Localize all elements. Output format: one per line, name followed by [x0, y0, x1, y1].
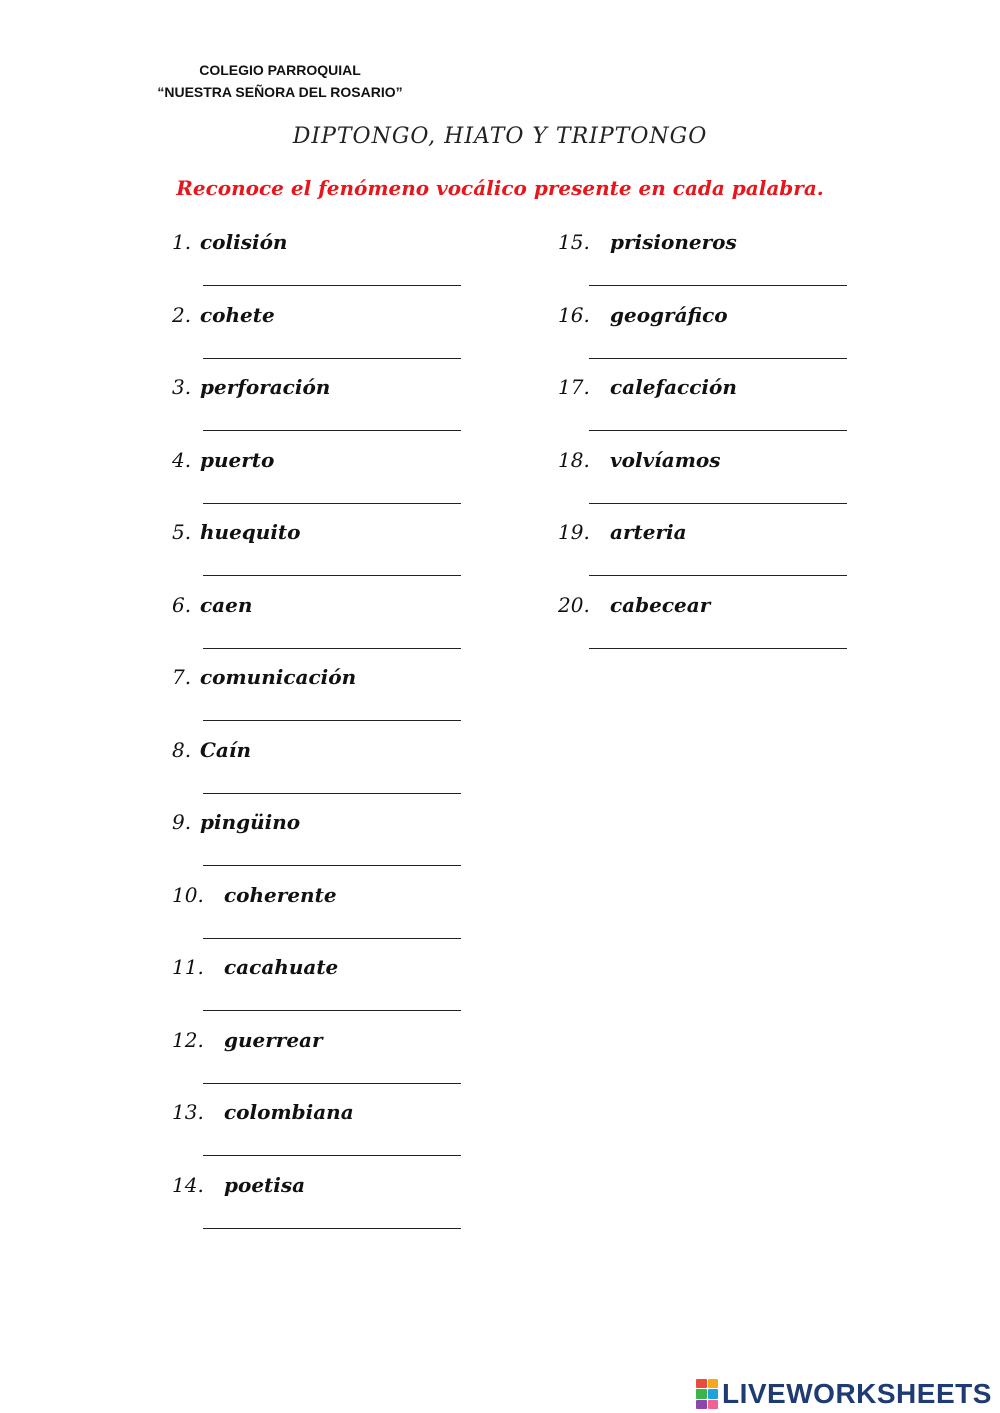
answer-line[interactable]	[203, 1083, 461, 1084]
item-word: puerto	[200, 447, 275, 472]
answer-line[interactable]	[203, 575, 461, 576]
answer-line[interactable]	[203, 1155, 461, 1156]
item-number: 14.	[172, 1172, 204, 1197]
item-word: pingüino	[200, 810, 301, 834]
answer-line[interactable]	[203, 720, 461, 721]
item-word: colisión	[200, 230, 288, 254]
item-number: 9.	[172, 810, 192, 834]
answer-line[interactable]	[203, 648, 461, 649]
item-number: 18.	[558, 447, 590, 472]
item-word: volvíamos	[610, 447, 721, 472]
item-word: coherente	[224, 882, 337, 907]
answer-line[interactable]	[203, 1010, 461, 1011]
item-number: 12.	[172, 1027, 204, 1052]
logo-square	[708, 1389, 719, 1398]
item-word: colombiana	[224, 1100, 354, 1124]
item-number: 3.	[172, 375, 192, 399]
exercise-item	[172, 738, 251, 762]
item-word: guerrear	[224, 1027, 323, 1052]
answer-line[interactable]	[203, 1228, 461, 1229]
exercise-item	[558, 375, 737, 399]
logo-square	[696, 1400, 707, 1409]
exercise-item	[172, 230, 287, 254]
school-name-line-2: “NUESTRA SEÑORA DEL ROSARIO”	[157, 84, 403, 100]
item-number: 4.	[172, 447, 192, 472]
liveworksheets-logo	[696, 1378, 992, 1410]
exercise-item	[172, 375, 330, 399]
logo-square	[696, 1379, 707, 1388]
item-word: Caín	[200, 737, 252, 762]
school-name-line-1: COLEGIO PARROQUIAL	[199, 62, 361, 78]
item-number: 7.	[172, 665, 192, 689]
exercise-item	[558, 448, 721, 472]
item-word: perforación	[200, 375, 331, 399]
item-word: cohete	[200, 302, 275, 327]
answer-line[interactable]	[589, 575, 847, 576]
answer-line[interactable]	[203, 430, 461, 431]
exercise-item	[558, 593, 710, 617]
item-word: caen	[200, 592, 253, 617]
instruction: Reconoce el fenómeno vocálico presente en cada palabra.	[176, 176, 824, 200]
answer-line[interactable]	[589, 648, 847, 649]
item-number: 17.	[558, 375, 590, 399]
answer-line[interactable]	[203, 358, 461, 359]
item-word: cacahuate	[224, 955, 339, 979]
exercise-item	[172, 303, 275, 327]
item-word: huequito	[200, 520, 301, 544]
item-word: prisioneros	[610, 230, 737, 254]
exercise-item	[558, 520, 687, 544]
item-word: cabecear	[610, 592, 711, 617]
item-number: 20.	[558, 592, 590, 617]
exercise-item	[172, 520, 301, 544]
answer-line[interactable]	[203, 938, 461, 939]
logo-square	[708, 1379, 719, 1388]
exercise-item	[172, 883, 337, 907]
exercise-item	[172, 1100, 354, 1124]
exercise-item	[172, 955, 338, 979]
item-number: 13.	[172, 1100, 204, 1124]
item-number: 16.	[558, 302, 590, 327]
worksheet-title: DIPTONGO, HIATO Y TRIPTONGO	[292, 124, 708, 149]
answer-line[interactable]	[589, 285, 847, 286]
item-word: geográfico	[610, 302, 728, 327]
logo-icon	[696, 1379, 718, 1409]
answer-line[interactable]	[203, 865, 461, 866]
logo-square	[708, 1400, 719, 1409]
item-word: poetisa	[224, 1172, 306, 1197]
answer-line[interactable]	[589, 430, 847, 431]
item-number: 15.	[558, 230, 590, 254]
item-word: arteria	[610, 520, 687, 544]
item-number: 5.	[172, 520, 192, 544]
exercise-item	[172, 448, 274, 472]
exercise-item	[172, 665, 356, 689]
brand-name: LIVEWORKSHEETS	[722, 1378, 992, 1409]
item-word: calefacción	[610, 375, 737, 399]
logo-square	[696, 1389, 707, 1398]
exercise-item	[172, 1173, 305, 1197]
item-number: 1.	[172, 230, 192, 254]
item-word: comunicación	[200, 665, 357, 689]
exercise-item	[558, 230, 737, 254]
item-number: 19.	[558, 520, 590, 544]
item-number: 8.	[172, 737, 192, 762]
exercise-item	[172, 810, 300, 834]
exercise-item	[558, 303, 728, 327]
exercise-item	[172, 1028, 323, 1052]
item-number: 11.	[172, 955, 204, 979]
answer-line[interactable]	[203, 285, 461, 286]
answer-line[interactable]	[589, 358, 847, 359]
item-number: 6.	[172, 592, 192, 617]
answer-line[interactable]	[203, 503, 461, 504]
exercise-item	[172, 593, 252, 617]
item-number: 10.	[172, 882, 204, 907]
answer-line[interactable]	[589, 503, 847, 504]
item-number: 2.	[172, 302, 192, 327]
answer-line[interactable]	[203, 793, 461, 794]
